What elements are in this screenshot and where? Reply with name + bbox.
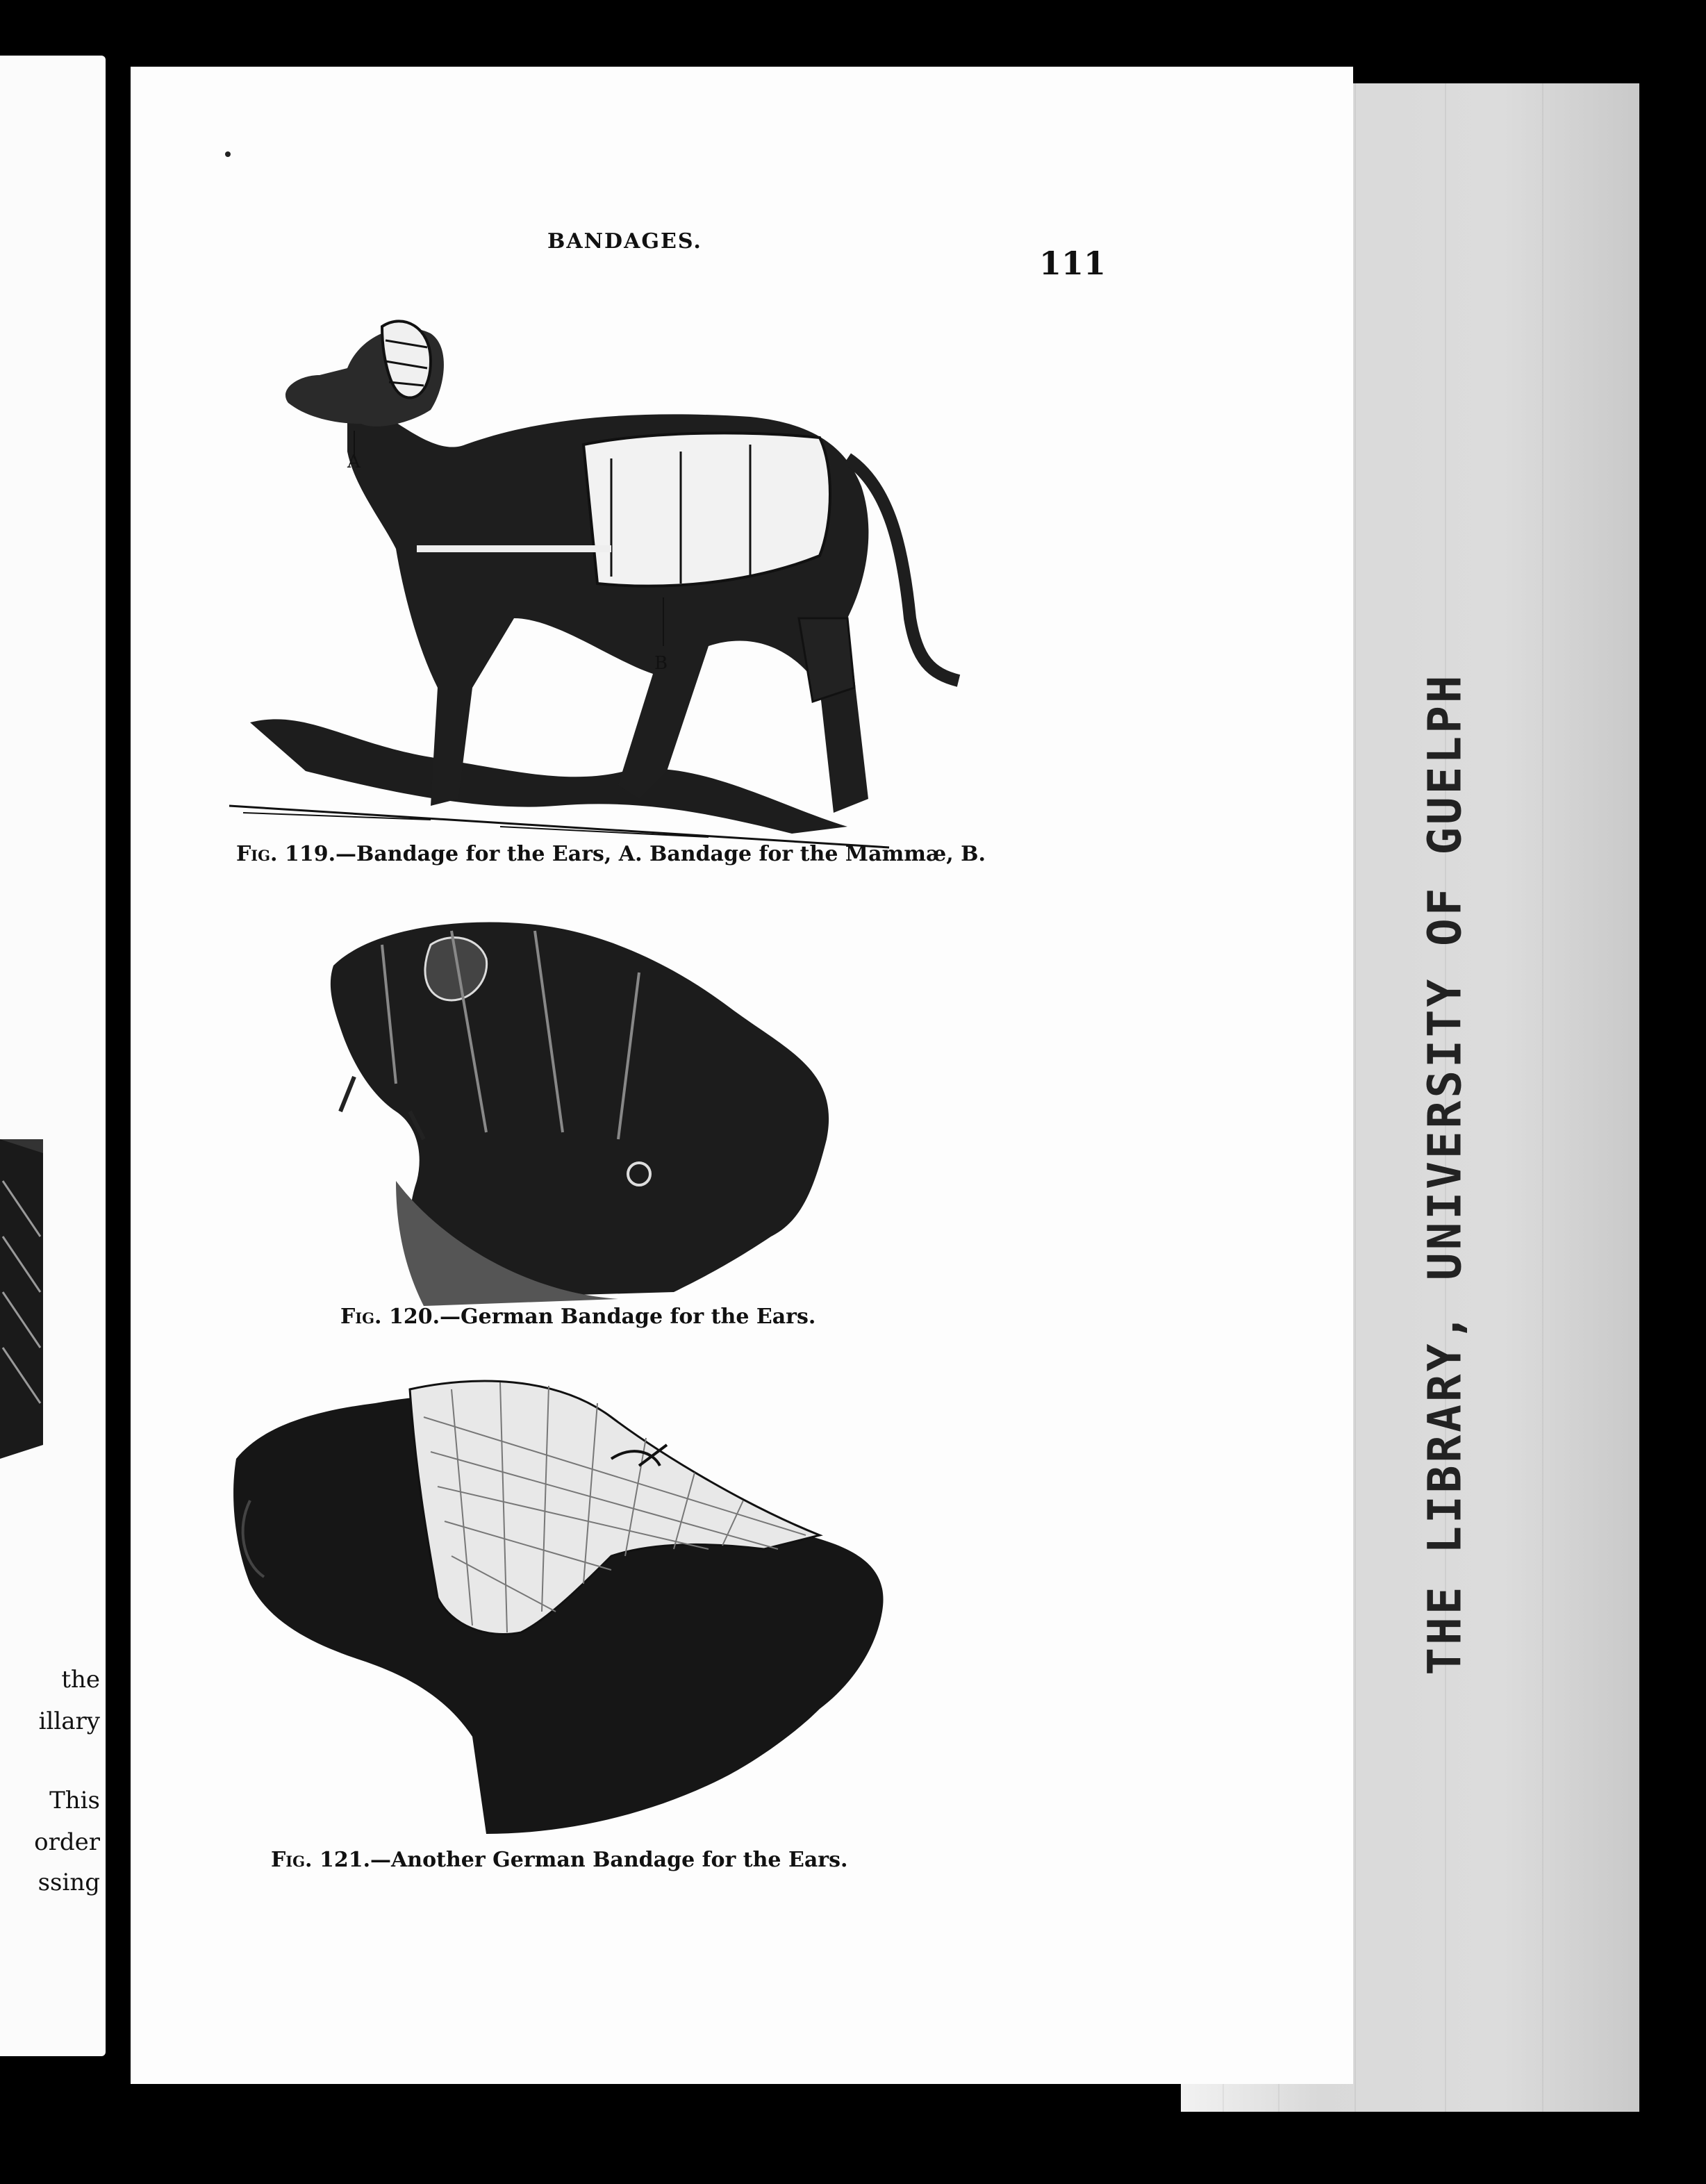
figure-121-caption-text: —Another German Bandage for the Ears. (370, 1848, 848, 1872)
ink-speck (225, 151, 231, 157)
figure-120-dog-head-illustration (313, 903, 840, 1320)
left-fragment-1: the (61, 1666, 100, 1694)
running-head: BANDAGES. (547, 229, 702, 254)
figure-120-caption-text: —German Bandage for the Ears. (440, 1305, 816, 1329)
figure-119-number: Fig. 119. (236, 842, 336, 866)
library-ownership-stamp: THE LIBRARY, UNIVERSITY OF GUELPH (1418, 672, 1472, 1676)
figure-120-caption (340, 1305, 815, 1329)
figure-121-dog-head-illustration (222, 1362, 903, 1848)
figure-119-dog-illustration (222, 257, 986, 854)
left-fragment-4: order (34, 1828, 100, 1856)
figure-119-label-b: B (654, 653, 668, 674)
figure-121-caption (271, 1848, 847, 1872)
figure-119-label-a: A (347, 452, 361, 472)
left-fragment-2: illary (38, 1707, 100, 1735)
figure-121-number: Fig. 121. (271, 1848, 371, 1872)
left-fragment-3: This (49, 1787, 100, 1814)
left-page-edge (0, 56, 106, 2056)
figure-120-number: Fig. 120. (340, 1305, 440, 1329)
figure-119-caption (236, 842, 986, 866)
left-fragment-5: ssing (38, 1869, 100, 1896)
left-page-engraving-fragment (0, 1098, 49, 1473)
figure-119-caption-text: —Bandage for the Ears, A. Bandage for the Mammæ, B. (336, 842, 986, 866)
page-number: 111 (1039, 245, 1107, 282)
